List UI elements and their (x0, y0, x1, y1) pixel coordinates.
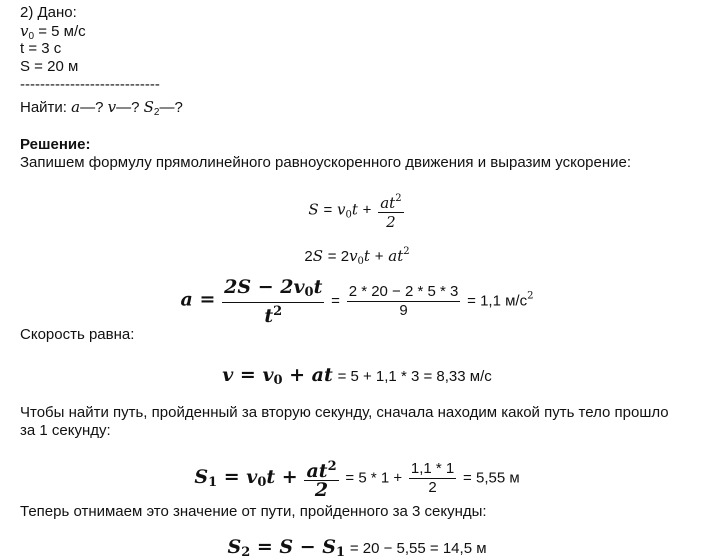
given-header: 2) Дано: (20, 4, 77, 21)
given-separator: ---------------------------- (20, 76, 160, 93)
formula-v: $v = v_0$ + at = 5 + 1,1 * 3 = 8,33 м/с (222, 364, 492, 388)
find-v: v (107, 98, 117, 116)
s1-middle: = 5 * 1 + (345, 469, 403, 487)
find-line: Найти: a—? v—? $S_2—$? (20, 98, 183, 118)
formula-a-frac: $\frac{2S - 2v_0t}{t^2}$ (224, 276, 323, 327)
find-a: a (71, 98, 81, 116)
a-result: = 1,1 м/с (467, 292, 528, 310)
s1-frac-num: 1,1 * 1 (410, 460, 455, 477)
formula-s-frac: $\frac{at^2}{2}$ (380, 193, 402, 231)
find-q-a: —? (80, 99, 104, 116)
find-q-v: —? (116, 99, 140, 116)
v-result: = 5 + 1,1 * 3 = 8,33 м/с (337, 368, 492, 385)
find-s: S (143, 98, 154, 116)
speed-label: Скорость равна: (20, 326, 135, 343)
s1-result: = 5,55 м (463, 469, 520, 487)
find-label: Найти: (20, 99, 67, 116)
s1-frac-den: 2 (409, 478, 456, 497)
find-q-s: —? (159, 99, 183, 116)
formula-a: a = $\frac{2S - 2v_0t}{t^2}$ = $\frac{2 * 20 - 2 * 5 * 3}{9}$ = 1,1 $м/с^2$ (180, 276, 534, 327)
formula-s1-numeric (409, 460, 456, 497)
solution-heading: Решение: (20, 136, 91, 153)
given-t: t = 3 с (20, 40, 62, 57)
subtract-text: Теперь отнимаем это значение от пути, пройденного за 3 секунды: (20, 503, 487, 520)
a-numeric-num: 2 * 20 − 2 * 5 * 3 (348, 283, 459, 300)
s2-result: = 20 − 5,55 = 14,5 м (349, 540, 487, 557)
formula-s2: $S_2 = S - S_1 = 20 - 5,55 = 14,5$ м (227, 536, 487, 560)
path-text-2: за 1 секунду: (20, 422, 111, 439)
given-s: S = 20 м (20, 58, 79, 75)
given-v0: $v_0 = 5$ м/с (20, 22, 86, 42)
formula-s: $S = v_0t$ + $\frac{at^2}{2}$ (0, 190, 714, 231)
formula-2s: $2S = 2v_0t + at^2$ (304, 246, 410, 267)
given-v0-value: = 5 м/с (38, 23, 86, 40)
solution-intro: Запишем формулу прямолинейного равноускоренного движения и выразим ускорение: (20, 154, 632, 171)
a-numeric-den: 9 (347, 301, 461, 320)
formula-s1-frac: $\frac{at^2}{2}$ (306, 459, 337, 501)
path-text-1: Чтобы найти путь, пройденный за вторую секунду, сначала находим какой путь тело прошло (20, 404, 669, 421)
formula-s1: $S_1 = v_0t$ + $\frac{at^2}{2}$ = 5 * 1 + $\frac{1,1 * 1}{2}$ = 5,55 м (194, 459, 520, 501)
formula-a-numeric (347, 283, 461, 320)
